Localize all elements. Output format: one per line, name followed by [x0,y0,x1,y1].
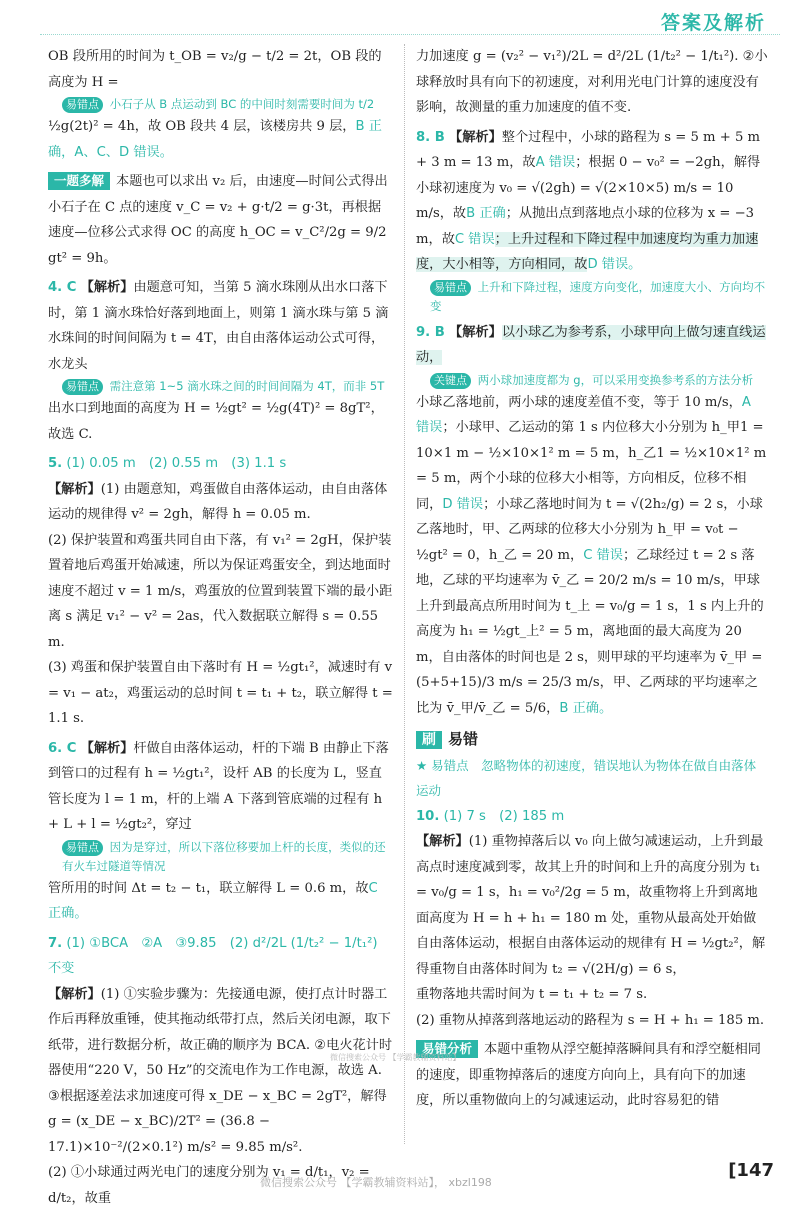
section-title: 易错 [448,730,479,748]
watermark-mid: 微信搜索公众号 【学霸教辅资料站】 [330,1053,461,1062]
q8-c: C 错误 [454,231,495,247]
q7-p2: (2) ①小球通过两光电门的速度分别为 v₁ = d/t₁，v₂ = d/t₂，故重 [48,1165,370,1206]
error-point: ★ 易错点 忽略物体的初速度，错误地认为物体在做自由落体运动 [416,757,757,798]
q6-number: 6. C [48,740,77,756]
q10-p2: 重物落地共需时间为 t = t₁ + t₂ = 7 s. [416,987,648,1002]
q6 [48,736,393,838]
q9-text1: 小球乙落地前，两小球的速度差值不变，等于 10 m/s， [416,394,742,410]
q8-a: A 错误 [535,155,576,170]
q9-body [416,390,768,722]
q7-p1-text: (1) ①实验步骤为：先接通电源，使打点计时器工作后再释放重锤，使其拖动纸带打点，然后关闭电源，取下纸带，进行数据分析，故正确的顺序为 BCA. ②电火花计时器使用“220 V，50 Hz”的交流电作为工作电源，故选 A. ③根据逐差法求加速度可得 x_DE − x_BC = 2gT²，解得 g = (x_DE − x_BC)/2T² = (36.8 − 17.1)×10⁻²/(2×0.1²) m/s² = 9.85 m/s². [48,986,393,1155]
para-l2 [48,114,393,165]
multi-solution-text: 本题也可以求出 v₂ 后，由速度—时间公式得出小石子在 C 点的速度 v_C = v₂ + g·t/2 = g·3t，再根据速度—位移公式求得 OC 的高度 h_OC = v_C²/2g = 9/2 gt² = 9h。 [48,174,388,266]
q5-p3: (3) 鸡蛋和保护装置自由下落时有 H = ½gt₁²，减速时有 v = v₁ − at₂，鸡蛋运动的总时间 t = t₁ + t₂，联立解得 t = 1.1 s. [48,660,393,726]
q10-p1 [416,829,768,982]
q9-tag: 【解析】 [449,324,502,340]
q6-note [48,838,393,876]
q9-note-badge: 关键点 [430,373,471,389]
q9-text2: ；小球甲、乙运动的第 1 s 内位移大小分别为 h_甲1 = 10×1 m − ½×10×1² m = 5 m，h_乙1 = ½×10×1² m = 5 m，两个小球的位移大小相等，方向相反，位移不相同， [416,420,767,512]
para-l1: OB 段所用的时间为 t_OB = v₂/g − t/2 = 2t，OB 段的高度为 H = [48,49,382,90]
left-column [48,44,393,1211]
error-analysis-tag: 易错分析 [416,1040,478,1058]
q6-note-badge: 易错点 [62,840,103,856]
q9-a: A 错误 [416,394,751,435]
note-text: 小石子从 B 点运动到 BC 的中间时刻需要时间为 t/2 [109,97,375,111]
q8-note [416,278,768,316]
q9-c: C 错误 [583,547,623,563]
q5-p2: (2) 保护装置和鸡蛋共同自由下落，有 v₁² = 2gH，保护装置着地后鸡蛋开始减速，所以为保证鸡蛋安全，到达地面时速度不超过 v = 1 m/s，鸡蛋放的位置到装置下端的最小距离 s 满足 v₁² − v² = 2as，代入数据联立解得 s = 0.55 m. [48,532,393,650]
q4-note-text: 需注意第 1~5 滴水珠之间的时间间隔为 4T，而非 5T [109,379,385,393]
q8-text3: ；从抛出点到落地点小球的位移为 x = −3 m，故 [416,206,755,247]
page-number: [147 [728,1160,774,1181]
note-badge: 易错点 [62,97,103,113]
q9-number: 9. B [416,324,445,340]
q9-text3: ；小球乙落地时间为 t = √(2h₂/g) = 2 s，小球乙落地时，甲、乙两球的位移大小分别为 h_甲 = v₀t − ½gt² = 0，h_乙 = 20 m， [416,496,763,563]
q5-answer: (1) 0.05 m (2) 0.55 m (3) 1.1 s [66,456,287,471]
q8-number: 8. B [416,129,445,145]
q8-highlight: ；上升过程和下降过程中加速度均为重力加速度，大小相等，方向相同，故 [416,231,759,272]
q5-tag: 【解析】 [48,481,101,497]
q10-number: 10. [416,808,440,824]
q9-b: B 正确。 [559,700,613,716]
header-title: 答案及解析 [660,12,766,34]
q4-note-badge: 易错点 [62,379,103,395]
note-l1 [48,95,393,114]
q10-tag: 【解析】 [416,834,469,849]
right-column [416,44,768,1114]
para-l2-answer: B 正确，A、C、D 错误。 [48,119,382,160]
q5-p1 [48,477,393,528]
q8-note-text: 上升和下降过程，速度方向变化，加速度大小、方向均不变 [430,279,766,313]
q7-p1 [48,982,393,1161]
footer-watermark: 微信搜索公众号 【学霸教辅资料站】， xbzl198 [260,1176,492,1189]
q5 [48,451,393,477]
q6-note-text: 因为是穿过，所以下落位移要加上杆的长度，类似的还有火车过隧道等情况 [62,839,386,873]
q6-answer: C 正确。 [48,880,378,921]
q6-tag: 【解析】 [80,740,134,756]
column-divider [404,44,405,1144]
q10-answer: (1) 7 s (2) 185 m [443,808,565,824]
error-analysis-text: 本题中重物从浮空艇掉落瞬间具有和浮空艇相同的速度，即重物掉落后的速度方向向上，具有向下的加速度，所以重物做向上的匀减速运动，此时容易犯的错 [416,1042,761,1108]
q6-text: 杆做自由落体运动，杆的下端 B 由静止下落到管口的过程有 h = ½gt₁²，设杆 AB 的长度为 L，竖直管长度为 l = 1 m，杆的上端 A 下落到管底端的过程有 h + L + l = ½gt₂²，穿过 [48,740,389,832]
q10-p3: (2) 重物从掉落到落地运动的路程为 s = H + h₁ = 185 m. [416,1012,765,1028]
q10 [416,804,768,830]
q5-p1-text: (1) 由题意知，鸡蛋做自由落体运动，由自由落体运动的规律得 v² = 2gh，解得 h = 0.05 m. [48,481,388,522]
q6-text2-body: 管所用的时间 Δt = t₂ − t₁，联立解得 L = 0.6 m，故 [48,880,369,896]
error-analysis [416,1037,768,1114]
q7 [48,931,393,982]
q8-tag: 【解析】 [449,129,502,145]
q8-text1: 整个过程中，小球的路程为 s = 5 m + 5 m + 3 m = 13 m，故 [416,129,761,170]
section-tag: 刷 [416,731,442,749]
q9 [416,320,768,371]
q4-note [48,377,393,396]
header-rule [40,34,780,35]
q9-note-text: 两小球加速度都为 g，可以采用变换参考系的方法分析 [477,372,754,387]
q5-number: 5. [48,456,63,471]
q4-number: 4. C [48,280,77,295]
multi-solution-tag: 一题多解 [48,172,110,190]
q9-text4: ；乙球经过 t = 2 s 落地，乙球的平均速率为 v̄_乙 = 20/2 m/s = 10 m/s，甲球上升到最高点所用时间为 t_上 = v₀/g = 1 s，1 s 内上升的高度为 h₁ = ½gt_上² = 5 m，离地面的最大高度为 20 m，自由落体的时间也是 2 s，则甲球的平均速率为 v̄_甲 = (5+5+15)/3 m/s = 25/3 m/s，甲、乙两球的平均速率之比为 v̄_甲/v̄_乙 = 5/6， [416,547,764,716]
page-number-value: 147 [736,1160,774,1181]
q9-note [416,371,768,390]
multi-solution [48,169,393,271]
q7-number: 7. [48,935,63,951]
section-header [416,727,768,753]
q8-text2: ；根据 0 − v₀² = −2gh，解得小球初速度为 v₀ = √(2gh) = √(2×10×5) m/s = 10 m/s，故 [416,155,761,221]
q9-highlight: 以小球乙为参考系，小球甲向上做匀速直线运动， [416,324,766,365]
q4 [48,275,393,377]
q4-text2: 出水口到地面的高度为 H = ½gt² = ½g(4T)² = 8gT²，故选 C. [48,401,384,442]
q6-text2 [48,876,393,927]
para-l2-text: ½g(2t)² = 4h，故 OB 段共 4 层，该楼房共 9 层， [48,119,356,134]
q10-p1-text: (1) 重物掉落后以 v₀ 向上做匀减速运动，上升到最高点时速度减到零，故其上升的时间和上升的高度分别为 t₁ = v₀/g = 1 s，h₁ = v₀²/2g = 5 m，故重物将上升到离地面高度为 H = h + h₁ = 180 m 处，重物从最高处开始做自由落体运动，根据自由落体运动的规律有 H = ½gt₂²，解得重物自由落体时间为 t₂ = √(2H/g) = 6 s， [416,834,766,977]
q4-text: 由题意可知，当第 5 滴水珠刚从出水口落下时，第 1 滴水珠恰好落到地面上，则第 1 滴水珠与第 5 滴水珠间的时间间隔为 t = 4T，由自由落体运动公式可得，水龙头 [48,280,389,372]
q8-note-badge: 易错点 [430,280,471,296]
q8-d: D 错误。 [587,257,642,272]
q4-tag: 【解析】 [80,280,134,295]
q7-tag: 【解析】 [48,986,101,1002]
para-r1: 力加速度 g = (v₂² − v₁²)/2L = d²/2L (1/t₂² − 1/t₁²). ②小球释放时具有向下的初速度，对利用光电门计算的速度没有影响，故测量的重力加速度的值不变. [416,49,768,115]
q9-d: D 错误 [442,496,484,512]
q8 [416,125,768,278]
q8-b: B 正确 [466,206,506,221]
q7-answer: (1) ①BCA ②A ③9.85 (2) d²/2L (1/t₂² − 1/t₁²) 不变 [48,935,391,976]
